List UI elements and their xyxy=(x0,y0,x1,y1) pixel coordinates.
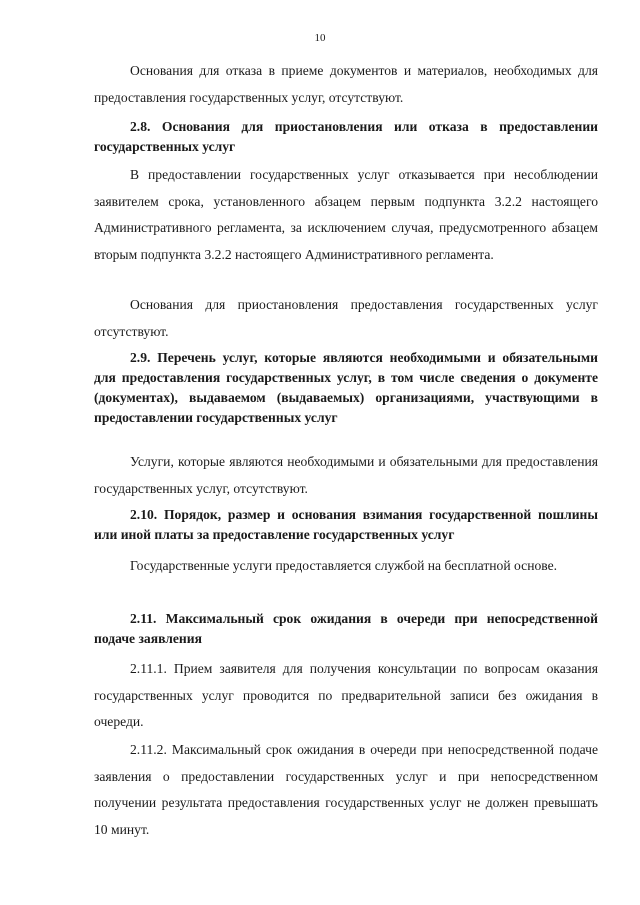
heading-2-10: 2.10. Порядок, размер и основания взимания государственной пошлины или иной платы за предоставление государственных услуг xyxy=(94,507,598,542)
heading-2-11: 2.11. Максимальный срок ожидания в очереди при непосредственной подаче заявления xyxy=(94,611,598,646)
paragraph-refusal-conditions: В предоставлении государственных услуг отказывается при несоблюдении заявителем срока, установленного абзацем первым подпункта 3.2.2 настоящего Административного регламента, за исключением случая, предусмотренного абзацем вторым подпункта 3.2.2 настоящего Административного регламента. xyxy=(94,167,598,262)
heading-2-9: 2.9. Перечень услуг, которые являются необходимыми и обязательными для предоставления государственных услуг, в том числе сведения о документе (документах), выдаваемом (выдаваемых) организациями, участвующими в предоставлении государственных услуг xyxy=(94,350,598,425)
paragraph-2-11-2: 2.11.2. Максимальный срок ожидания в очереди при непосредственной подаче заявления о предоставлении государственных услуг и при непосредственном получении результата предоставления государственных услуг не должен превышать 10 минут. xyxy=(94,742,598,837)
paragraph-free-of-charge: Государственные услуги предоставляется службой на бесплатной основе. xyxy=(130,558,558,573)
paragraph-2-11-1: 2.11.1. Прием заявителя для получения консультации по вопросам оказания государственных услуг проводится по предварительной записи без ожидания в очереди. xyxy=(94,661,598,729)
heading-2-8: 2.8. Основания для приостановления или отказа в предоставлении государственных услуг xyxy=(94,119,598,154)
page-number: 10 xyxy=(314,32,326,44)
paragraph-no-refusal-grounds: Основания для отказа в приеме документов и материалов, необходимых для предоставления государственных услуг, отсутствуют. xyxy=(94,63,598,105)
paragraph-no-suspension-grounds: Основания для приостановления предоставления государственных услуг отсутствуют. xyxy=(94,297,598,339)
paragraph-no-required-services: Услуги, которые являются необходимыми и обязательными для предоставления государственных услуг, отсутствуют. xyxy=(94,454,598,496)
